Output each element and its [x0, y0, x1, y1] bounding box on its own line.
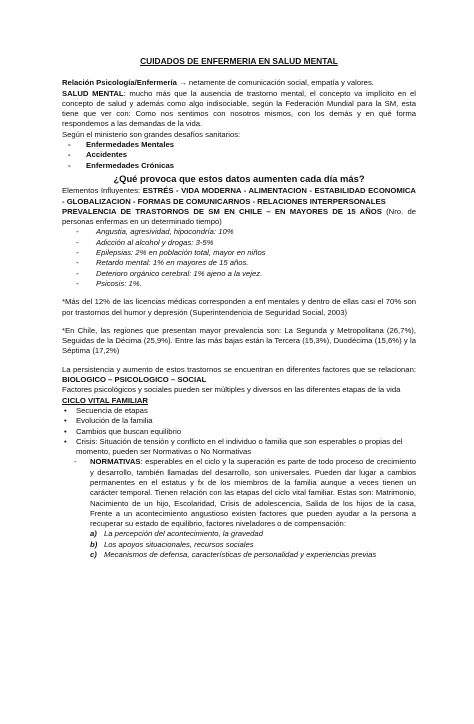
prevalencia-text: (Nro. de personas enfermas en un determinado tiempo) [62, 206, 416, 227]
ministerio-text: Según el ministerio son grandes desafíos sanitarios: [62, 129, 241, 139]
note-regiones: *En Chile, las regiones que presentan mayor prevalencia son: La Segunda y Metropolitana (26,7%), Seguidas de la Décima (25,9%). Entre las más bajas están la Tercera (15,3%), Duodécima (15,6%) y la Séptima (17,2%) [62, 325, 416, 356]
list-item: - Deterioro orgánico cerebral: 1% ajeno a la vejez. [62, 269, 416, 279]
prevalencia-paragraph [62, 207, 416, 228]
relacion-paragraph [62, 78, 416, 88]
elementos-bold: ESTRÉS - VIDA MODERNA - ALIMENTACION - ESTABILIDAD ECONOMICA - GLOBALIZACION - FORMAS DE COMUNICARNOS - RELACIONES INTERPERSONALES [62, 186, 416, 206]
prevalencia-list [62, 227, 416, 289]
salud-label: SALUD MENTAL [62, 88, 124, 98]
elementos-prefix: Elementos Influyentes: [62, 186, 143, 196]
ciclo-heading: CICLO VITAL FAMILIAR [62, 395, 148, 405]
list-item: - Accidentes [62, 150, 416, 160]
page-title: CUIDADOS DE ENFERMERIA EN SALUD MENTAL [140, 56, 338, 66]
list-letter: b) [90, 539, 98, 549]
normativas-label: NORMATIVAS [90, 457, 141, 467]
note-licencias: *Más del 12% de las licencias médicas corresponden a enf mentales y dentro de ellas casi el 70% son por trastornos del humor y depresión (Superintendencia de Seguridad Social, 2003) [62, 297, 416, 317]
normativas-text: : esperables en el ciclo y la superación es parte de todo proceso de crecimiento y desarrollo, también llamadas del desarrollo, son universales. Pueden dar lugar a cambios permanentes en el estatus y fx de los miembros de la familia aunque a veces tienen un carácter temporal. Tienen relación con las etapas del ciclo vital familiar. Estas son: Matrimonio, Nacimiento de un hijo, Escolaridad, Crisis de adolescencia, Salida de los hijos de la casa, Frente a un acontecimiento angustioso existen factores que pueden ayudar a la persona a recuperar su estado de equilibrio, factores niveladores o de compensación: [90, 457, 416, 529]
list-letter: a) [90, 529, 97, 539]
list-item [62, 540, 416, 550]
prevalencia-bold: PREVALENCIA DE TRASTORNOS DE SM EN CHILE – EN MAYORES DE 15 AÑOS [62, 206, 382, 216]
list-text: Los apoyos situacionales, recursos sociales [104, 539, 254, 549]
relacion-text: netamente de comunicación social, empatía y valores. [188, 78, 374, 88]
elementos-paragraph [62, 186, 416, 207]
list-letter: c) [90, 550, 97, 560]
persistencia-text: La persistencia y aumento de estos trastornos se encuentran en diferentes factores que se relacionan: [62, 364, 416, 374]
relacion-label: Relación Psicología/Enfermería [62, 78, 177, 88]
ciclo-list [62, 406, 416, 457]
list-item: - Retardo mental: 1% en mayores de 15 años. [62, 258, 416, 268]
factores-paragraph: Factores psicológicos y sociales pueden ser múltiples y diversos en las diferentes etapas de la vida [62, 385, 401, 395]
ministerio-list [62, 140, 416, 171]
list-item: • Cambios que buscan equilibrio [62, 427, 416, 437]
list-item: • Crisis: Situación de tensión y conflicto en el individuo o familia que son esperables o propias del momento, pueden ser Normativas o No Normativas [62, 437, 416, 458]
document-body [62, 56, 416, 560]
persistencia-bold: BIOLOGICO – PSICOLOGICO – SOCIAL [62, 375, 207, 385]
question-heading: ¿Qué provoca que estos datos aumenten cada día más? [113, 172, 365, 184]
list-item: - Epilepsias: 2% en población total, mayor en niños [62, 248, 416, 258]
list-item: • Evolución de la familia [62, 416, 416, 426]
list-item: - Adicción al alcohol y drogas: 3-5% [62, 238, 416, 248]
list-item: - Psicosis: 1%. [62, 279, 416, 289]
list-item [62, 529, 416, 539]
list-item: - Enfermedades Mentales [62, 140, 416, 150]
salud-paragraph [62, 89, 416, 130]
persistencia-paragraph [62, 365, 416, 386]
list-item: - Enfermedades Crónicas [62, 161, 416, 171]
list-text: La percepción del acontecimiento, la gravedad [104, 529, 263, 539]
list-item: • Secuencia de etapas [62, 406, 416, 416]
normativas-item: - NORMATIVAS: esperables en el ciclo y la superación es parte de todo proceso de crecimiento y desarrollo, también llamadas del desarrollo, son universales. Pueden dar lugar a cambios permanentes en el estatus y fx de los miembros de la familia aunque a veces tienen un carácter temporal. Tienen relación con las etapas del ciclo vital familiar. Estas son: Matrimonio, Nacimiento de un hijo, Escolaridad, Crisis de adolescencia, Salida de los hijos de la casa, Frente a un acontecimiento angustioso existen factores que pueden ayudar a la persona a recuperar su estado de equilibrio, factores niveladores o de compensación: [74, 457, 416, 529]
salud-text: : mucho más que la ausencia de trastorno mental, el concepto va implícito en el concepto de salud y además como algo indisociable, según la Federación Mundial para la SM, esta tiene que ver con: Como nos sentimos con nosotros mismos, con los demás y en qué forma respondemos a las demandas de la vida. [62, 88, 416, 129]
list-item: - Angustia, agresividad, hipocondría: 10% [62, 227, 416, 237]
compensacion-list [62, 529, 416, 560]
list-item [62, 550, 416, 560]
list-text: Mecanismos de defensa, características de personalidad y experiencias previas [104, 550, 377, 560]
arrow-icon: → [179, 78, 187, 88]
